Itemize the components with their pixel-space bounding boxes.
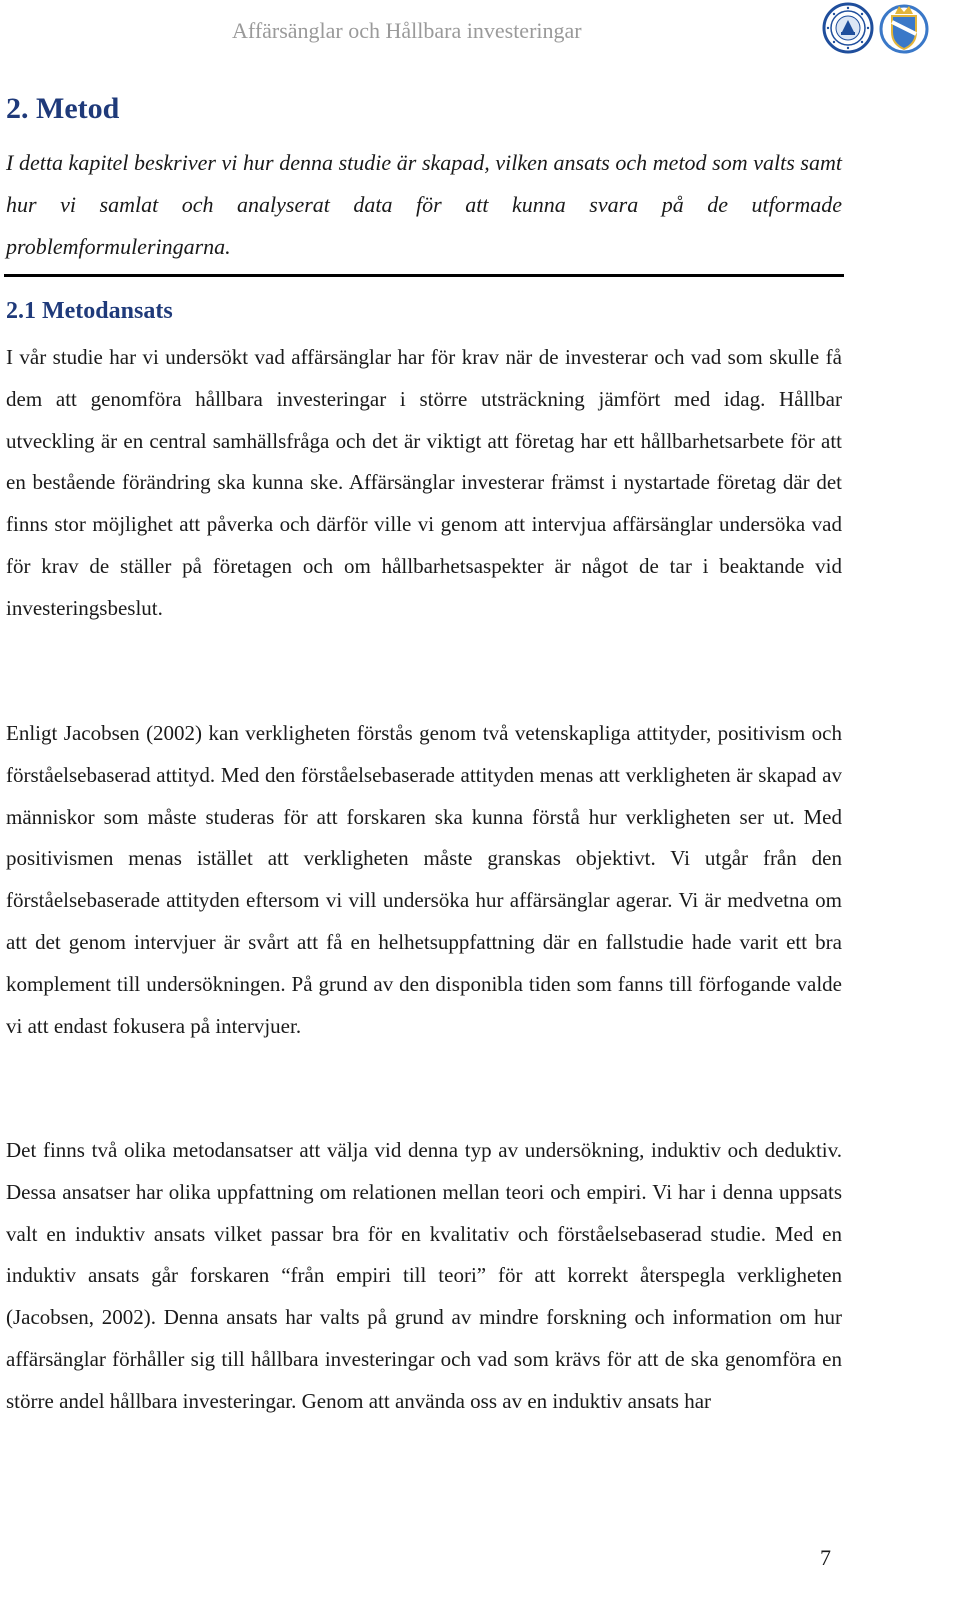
university-seal-icon [822, 2, 874, 54]
body-paragraph: Det finns två olika metodansatser att välja vid denna typ av undersökning, induktiv och deduktiv. Dessa ansatser har olika uppfattning om relationen mellan teori och empiri. Vi har i denna uppsats valt en induktiv ansats vilket passar bra för en kvalitativ och förståelsebaserad studie. Med en induktiv ansats går forskaren “från empiri till teori” för att korrekt återspegla verkligheten (Jacobsen, 2002). Denna ansats har valts på grund av mindre forskning och information om hur affärsänglar förhåller sig till hållbara investeringar och vad som krävs för att de ska genomföra en större andel hållbara investeringar. Genom att använda oss av en induktiv ansats har [6, 1138, 842, 1413]
body-paragraph: I vår studie har vi undersökt vad affärsänglar har för krav när de investerar och vad som skulle få dem att genomföra hållbara investeringar i större utsträckning jämfört med idag. Hållbar utveckling är en central samhällsfråga och det är viktigt att företag har ett hållbarhetsarbete för att en bestående förändring ska kunna ske. Affärsänglar investerar främst i nystartade företag där det finns stor möjlighet att påverka och därför ville vi genom att intervjua affärsänglar undersöka vad för krav de ställer på företagen och om hållbarhetsaspekter är något de tar i beaktande vid investeringsbeslut. [6, 345, 842, 620]
body-paragraph: Enligt Jacobsen (2002) kan verkligheten förstås genom två vetenskapliga attityder, positivism och förståelsebaserad attityd. Med den förståelsebaserade attityden menas att verkligheten är skapad av människor som måste studeras för att forskaren ska kunna förstå hur verkligheten ser ut. Med positivismen menas istället att verkligheten måste granskas objektivt. Vi utgår från den förståelsebaserade attityden eftersom vi vill undersöka hur affärsänglar agerar. Vi är medvetna om att det genom intervjuer är svårt att få en helhetsuppfattning där en fallstudie hade varit ett bra komplement till undersökningen. På grund av den disponibla tiden som fanns till förfogande valde vi att endast fokusera på intervjuer. [6, 721, 842, 1038]
chapter-title: 2. Metod [6, 92, 120, 125]
chapter-intro: I detta kapitel beskriver vi hur denna studie är skapad, vilken ansats och metod som valts samt hur vi samlat och analyserat data för att kunna svara på de utformade problemformuleringarna. [6, 150, 842, 259]
running-header: Affärsänglar och Hållbara investeringar [232, 18, 582, 43]
club-crest-icon [878, 2, 930, 54]
section-title: 2.1 Metodansats [6, 298, 173, 324]
section-divider [4, 274, 844, 277]
page-number: 7 [820, 1545, 831, 1570]
header-logos [822, 2, 930, 54]
